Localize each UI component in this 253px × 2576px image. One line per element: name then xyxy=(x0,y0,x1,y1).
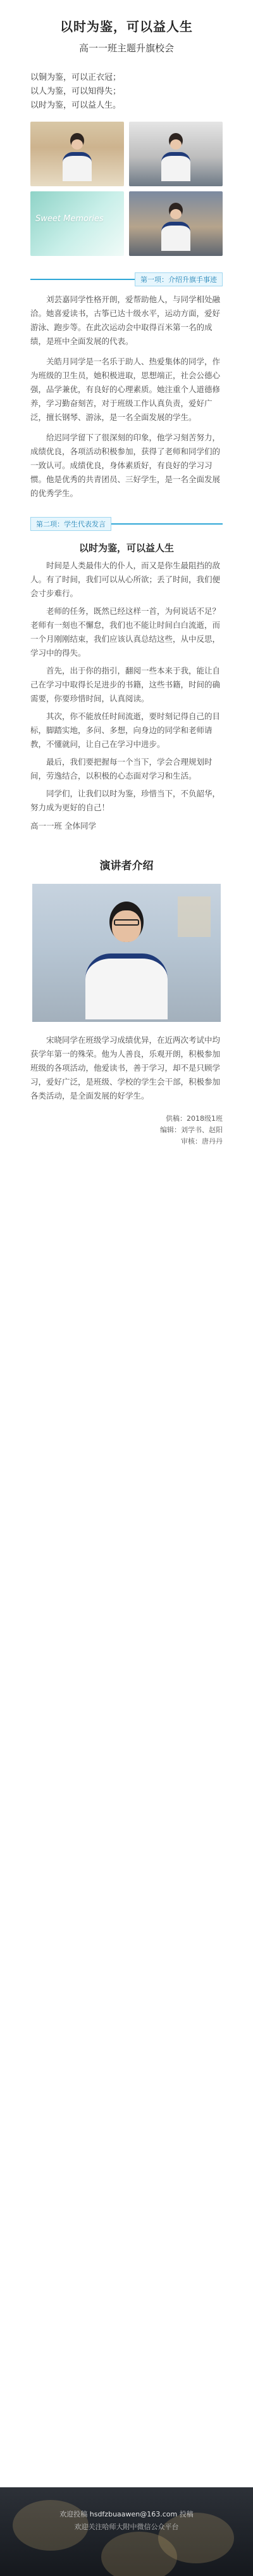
meta-line: 供稿：2018级1班 xyxy=(166,1114,223,1123)
background-poster xyxy=(178,896,211,937)
paragraph: 关皓月同学是一名乐于助人、热爱集体的同学，作为班级的卫生员，她积极进取，思想端正，社会公德心强，品学兼优，有良好的心理素质。她注重个人道德修养，学习勤奋刻苦，对于班级工作认真负责，爱好广泛，擅长钢琴、游泳，是一名全面发展的学生。 xyxy=(30,357,221,422)
sweet-memories-text: Sweet Memories xyxy=(35,214,104,224)
intro-line: 以时为鉴，可以益人生。 xyxy=(30,101,121,110)
speech-title: 以时为鉴，可以益人生 xyxy=(78,542,174,554)
speech-body xyxy=(30,559,223,831)
paragraph: 时间是人类最伟大的仆人，而又是你生最阻挡的敌人。有了时间，我们可以从心所欲；丢了时间，我们便会寸步难行。 xyxy=(30,561,221,598)
intro xyxy=(0,71,253,113)
article-title: 以时为鉴，可以益人生 xyxy=(60,19,193,34)
footer-prefix: 欢迎投稿 xyxy=(59,2510,88,2518)
speaker-heading: 演讲者介绍 xyxy=(99,860,154,872)
section-divider xyxy=(111,523,223,525)
paragraph: 老师的任务，既然已经这样一首，为何说话不足？老师有一刻也不懈怠，我们也不能让时间白白流逝，而一个月刚刚结束，我们应该认真总结这些，从中反思，学习中的得失。 xyxy=(30,606,221,658)
paragraph: 其次，你不能放任时间流逝，要时刻记得自己的目标，脚踏实地，多问、多想，向身边的同学和老师请教，不懂就问，让自己在学习中进步。 xyxy=(30,711,221,749)
section-flag-bearers xyxy=(0,272,253,501)
photo-sweet-memories xyxy=(30,191,124,256)
intro-line: 以人为鉴，可以知得失； xyxy=(30,87,121,96)
footer-follow-line: 欢迎关注哈师大附中微信公众平台 xyxy=(74,2523,179,2531)
speaker-figure xyxy=(85,902,168,1022)
paragraph: 给迟同学留下了很深刻的印象，他学习刻苦努力，成绩优良，各项活动积极参加，获得了老师和同学们的一致认可。成绩优良，身体素质好，有良好的学习习惯。他是优秀的共青团员、三好学生，是一名全面发展的优秀学生。 xyxy=(30,433,221,498)
student-figure xyxy=(63,133,92,186)
paragraph: 最后，我们要把握每一个当下，学会合理规划时间，劳逸结合，以积极的心态面对学习和生活。 xyxy=(30,757,213,781)
article-subtitle: 高一一班主题升旗校会 xyxy=(78,42,174,54)
meta-line: 审核：唐丹丹 xyxy=(181,1137,223,1145)
footer-suffix: 投稿 xyxy=(179,2510,194,2518)
student-figure xyxy=(161,203,190,256)
paragraph: 同学们，让我们以时为鉴，珍惜当下，不负韶华，努力成为更好的自己！ xyxy=(30,789,221,812)
section-divider xyxy=(30,279,135,280)
student-figure xyxy=(161,133,190,186)
photo-student-1 xyxy=(30,122,124,186)
section-tag-label: 第一项：介绍升旗手事迹 xyxy=(135,272,223,286)
paragraph: 刘芸嘉同学性格开朗，爱帮助他人，与同学相处融洽。她喜爱读书，古筝已达十级水平，运动方面，爱好游泳、跑步等。在此次运动会中取得百米第一名的成绩，是班中全面发展的代表。 xyxy=(30,295,221,346)
section-student-speech xyxy=(0,517,253,831)
speaker-photo xyxy=(32,884,221,1022)
footer-banner xyxy=(0,2487,253,2576)
speech-signature: 高一一班 全体同学 xyxy=(30,821,96,831)
intro-line: 以铜为鉴，可以正衣冠； xyxy=(30,73,121,82)
photo-student-2 xyxy=(129,122,223,186)
meta-line: 编辑：刘学书、赵阳 xyxy=(160,1126,223,1134)
footer-submission-line xyxy=(0,2509,253,2519)
speaker-bio: 宋晓同学在班级学习成绩优异，在近两次考试中均获学年第一的殊荣。他为人善良，乐观开朗，积极参加班级的各项活动，他爱读书，善于学习，却不是只顾学习，爱好广泛，是班级、学校的学生会干部，积极参加各类活动，是全面发展的好学生。 xyxy=(30,1035,221,1100)
photo-student-3 xyxy=(129,191,223,256)
intro-lines xyxy=(30,71,223,113)
paragraph: 首先，出于你的指引，翻阅一些本来于我，能让自己在学习中取得长足进步的书籍，这些书籍，时间的确需要，你要珍惜时间，认真阅读。 xyxy=(30,666,221,703)
section-tag-label: 第二项：学生代表发言 xyxy=(30,517,111,531)
section-tag xyxy=(30,272,223,286)
section-tag xyxy=(30,517,223,531)
article-meta xyxy=(30,1113,223,1147)
photo-grid xyxy=(0,122,253,256)
footer-email-link[interactable]: hsdfzbuaawen@163.com xyxy=(89,2510,178,2518)
